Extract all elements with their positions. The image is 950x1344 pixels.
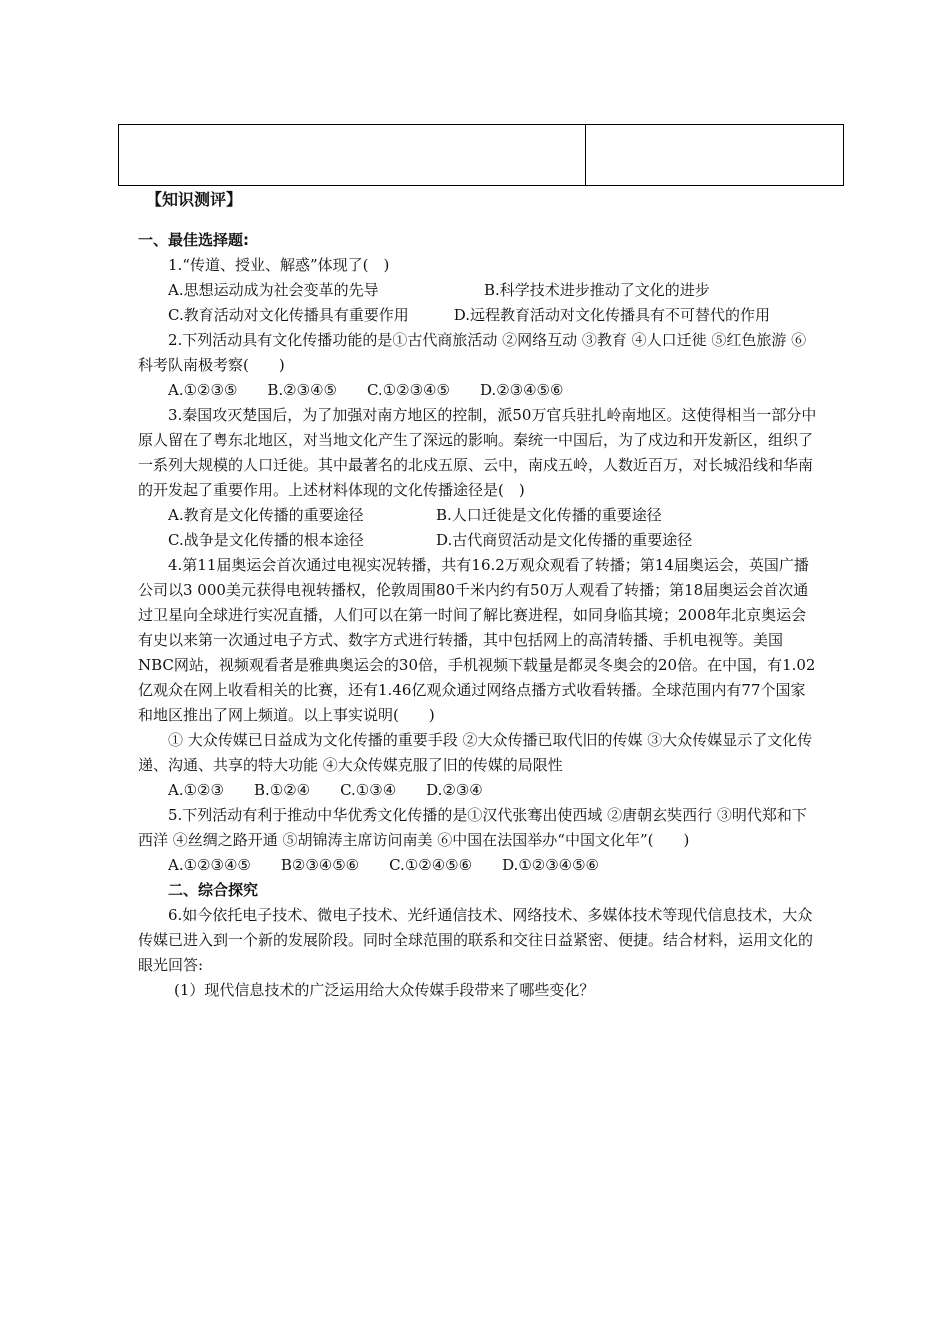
- question-4-stem: 4.第11届奥运会首次通过电视实况转播，共有16.2万观众观看了转播；第14届奥运会，英国广播公司以3 000美元获得电视转播权，伦敦周围80千米内约有50万人观看了转播；第18届奥运会首次通过卫星向全球进行实况直播，人们可以在第一时间了解比赛进程，如同身临其境；2008年北京奥运会有史以来第一次通过电子方式、数字方式进行转播，其中包括网上的高清转播、手机电视等。美国NBC网站，视频观看者是雅典奥运会的30倍，手机视频下载量是都灵冬奥会的20倍。在中国，有1.02亿观众在网上收看相关的比赛，还有1.46亿观众通过网络点播方式收看转播。全球范围内有77个国家和地区推出了网上频道。以上事实说明( ): [138, 556, 816, 724]
- question-1-option-b: B.科学技术进步推动了文化的进步: [484, 281, 710, 299]
- question-2-option-b: B.②③④⑤: [267, 381, 337, 399]
- question-2-option-a: A.①②③⑤: [168, 381, 238, 399]
- question-2-option-d: D.②③④⑤⑥: [479, 381, 564, 399]
- question-4-option-d: D.②③④: [426, 781, 483, 799]
- question-1-stem: 1.“传道、授业、解惑”体现了( ): [168, 256, 390, 274]
- question-3-option-a: A.教育是文化传播的重要途径: [168, 506, 364, 524]
- question-4-option-b: B.①②④: [253, 781, 311, 799]
- section-title: 【知识测评】: [146, 190, 243, 209]
- question-5-option-c: C.①②④⑤⑥: [389, 856, 473, 874]
- question-5-option-b: B②③④⑤⑥: [280, 856, 360, 874]
- question-3-options-row2: [138, 528, 818, 553]
- question-2-options: [138, 378, 818, 403]
- question-3-option-b: B.人口迁徙是文化传播的重要途径: [436, 506, 662, 524]
- question-4-option-a: A.①②③: [168, 781, 224, 799]
- question-6-sub-1: (1）现代信息技术的广泛运用给大众传媒手段带来了哪些变化？: [174, 981, 595, 999]
- question-2-stem: 2.下列活动具有文化传播功能的是①古代商旅活动 ②网络互动 ③教育 ④人口迁徙 ⑤红色旅游 ⑥科考队南极考察( ): [138, 331, 807, 374]
- question-3-options-row1: [138, 503, 818, 528]
- question-2-option-c: C.①②③④⑤: [366, 381, 450, 399]
- question-4-option-c: C.①③④: [340, 781, 397, 799]
- question-1-options-row1: [138, 278, 818, 303]
- question-1-option-d: D.远程教育活动对文化传播具有不可替代的作用: [453, 306, 770, 324]
- question-1-option-a: A.思想运动成为社会变革的先导: [168, 281, 379, 299]
- question-4-statements: ① 大众传媒已日益成为文化传播的重要手段 ②大众传播已取代旧的传媒 ③大众传媒显示了文化传递、沟通、共享的特大功能 ④大众传媒克服了旧的传媒的局限性: [138, 731, 813, 774]
- question-5-stem: 5.下列活动有利于推动中华优秀文化传播的是①汉代张骞出使西域 ②唐朝玄奘西行 ③明代郑和下西洋 ④丝绸之路开通 ⑤胡锦涛主席访问南美 ⑥中国在法国举办“中国文化年”( ): [138, 806, 807, 849]
- question-3-stem: 3.秦国攻灭楚国后，为了加强对南方地区的控制，派50万官兵驻扎岭南地区。这使得相当一部分中原人留在了粤东北地区，对当地文化产生了深远的影响。秦统一中国后，为了戍边和开发新区，组织了一系列大规模的人口迁徙。其中最著名的北戍五原、云中，南戍五岭，人数近百万，对长城沿线和华南的开发起了重要作用。上述材料体现的文化传播途径是( ): [138, 406, 817, 499]
- question-5-option-a: A.①②③④⑤: [168, 856, 251, 874]
- part2-title: 二、综合探究: [168, 881, 259, 899]
- part1-title: 一、最佳选择题:: [138, 231, 249, 249]
- question-5-option-d: D.①②③④⑤⑥: [502, 856, 600, 874]
- document-body: [138, 186, 818, 1003]
- question-3-option-c: C.战争是文化传播的根本途径: [168, 531, 364, 549]
- question-1-options-row2: [138, 303, 818, 328]
- question-6-stem: 6.如今依托电子技术、微电子技术、光纤通信技术、网络技术、多媒体技术等现代信息技术，大众传媒已进入到一个新的发展阶段。同时全球范围的联系和交往日益紧密、便捷。结合材料，运用文化的眼光回答:: [138, 906, 814, 974]
- header-table-cell-right: [586, 125, 843, 185]
- question-1-option-c: C.教育活动对文化传播具有重要作用: [168, 306, 409, 324]
- header-table: [118, 124, 844, 186]
- question-4-options: [138, 778, 818, 803]
- question-3-option-d: D.古代商贸活动是文化传播的重要途径: [436, 531, 693, 549]
- question-5-options: [138, 853, 818, 878]
- header-table-cell-left: [119, 125, 586, 185]
